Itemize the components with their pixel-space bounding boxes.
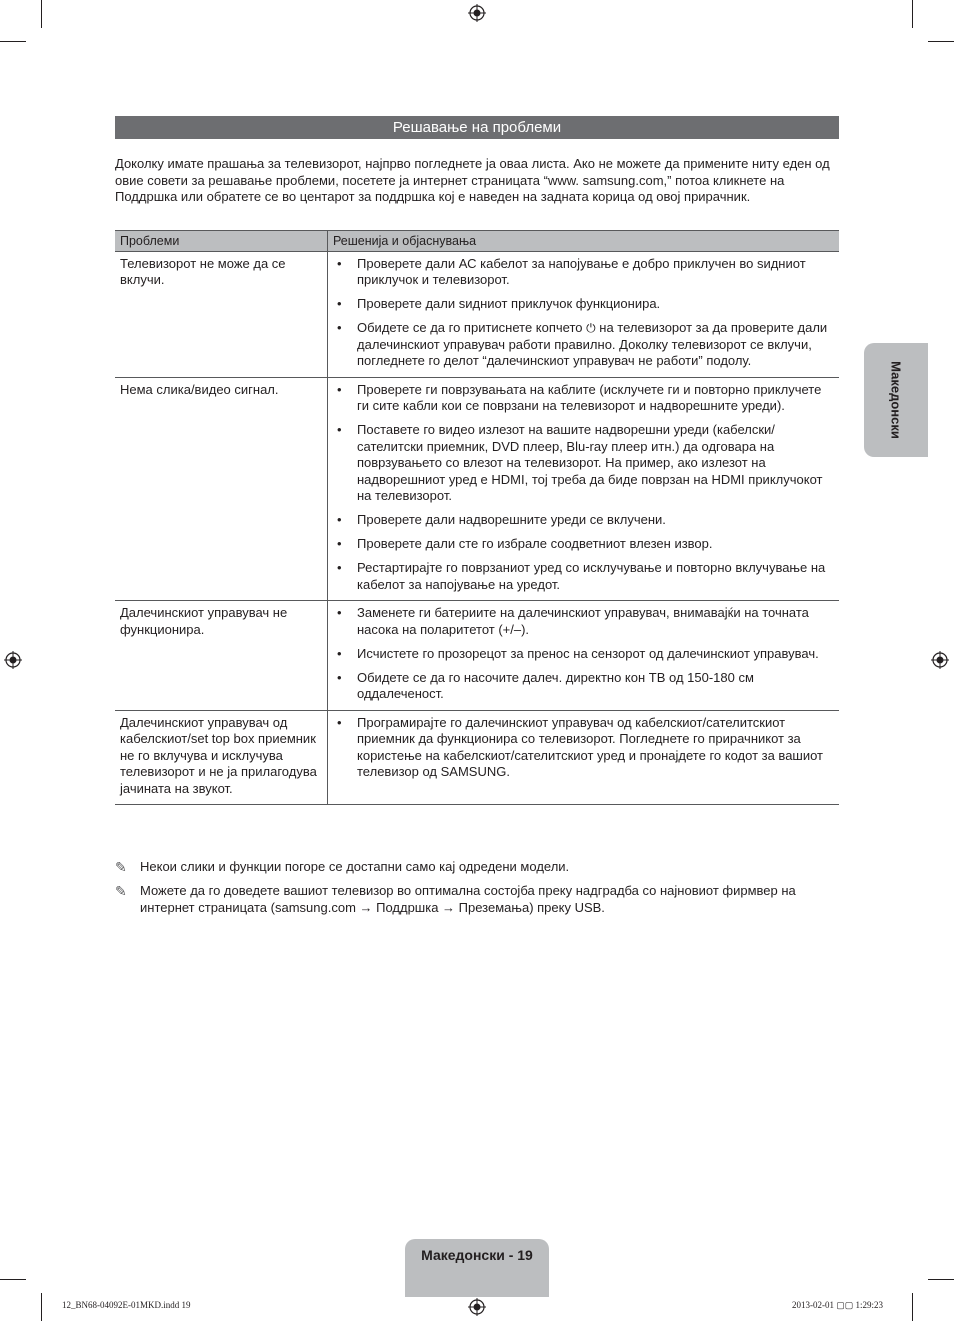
registration-mark-icon [931, 651, 949, 669]
crop-mark [0, 41, 26, 42]
table-row [115, 377, 839, 601]
registration-mark-icon [468, 4, 486, 22]
solution-item: • Проверете дали надворешните уреди се вклучени. [333, 512, 834, 529]
note-item [115, 859, 839, 876]
table-row [115, 251, 839, 377]
crop-mark [41, 0, 42, 28]
solution-item [333, 320, 834, 370]
column-header-problems: Проблеми [115, 231, 328, 252]
print-slug-right: 2013-02-01 ▢▢ 1:29:23 [792, 1300, 884, 1310]
power-icon: ⏻ [586, 321, 596, 335]
solution-item: • Обидете се да го насочите далеч. директно кон ТВ од 150-180 см оддалеченост. [333, 670, 834, 703]
page-number: Македонски - 19 [405, 1239, 549, 1297]
solution-item: • Проверете дали ѕидниот приклучок функционира. [333, 296, 834, 313]
solution-item: • Програмирајте го далечинскиот управувач од кабелскиот/сателитскиот приемник да функционира со телевизорот. Погледнете го прирачникот за користење на кабелскиот/сателитскиот уред и пронајдете го кодот за вашиот телевизор од SAMSUNG. [333, 715, 834, 781]
crop-mark [912, 0, 913, 28]
registration-mark-icon [468, 1298, 486, 1316]
crop-mark [928, 41, 954, 42]
print-slug-left: 12_BN68-04092E-01MKD.indd 19 [62, 1300, 191, 1310]
solution-item: • Проверете ги поврзувањата на каблите (исклучете ги и повторно приклучете ги сите кабли кои се поврзани на телевизорот и надворешните уреди). [333, 382, 834, 415]
solution-item: • Поставете го видео излезот на вашите надворешни уреди (кабелски/сателитски приемник, DVD плеер, Blu-ray плеер итн.) да одговара на поврзувањето со влезот на телевизорот. На пример, ако излезот на надворешниот уред е HDMI, тој треба да биде поврзан на HDMI приклучокот на телевизорот. [333, 422, 834, 505]
solutions-cell [328, 377, 840, 601]
solutions-cell [328, 601, 840, 711]
solution-item: • Проверете дали сте го избрале соодветниот влезен извор. [333, 536, 834, 553]
problem-cell: Нема слика/видео сигнал. [115, 377, 328, 601]
table-header-row [115, 231, 839, 252]
intro-paragraph: Доколку имате прашања за телевизорот, најпрво погледнете ја оваа листа. Ако не можете да примените ниту еден од овие совети за решавање проблеми, посетете ја интернет страницата “www. samsung.com,” потоа кликнете на Поддршка или обратете се во центарот за поддршка кој е наведен на задната корица од овој прирачник. [115, 156, 830, 204]
notes [115, 859, 839, 924]
pencil-note-icon: ✎ [115, 859, 127, 875]
solution-item: • Проверете дали АС кабелот за напојување е добро приклучен во ѕидниот приклучок и телевизорот. [333, 256, 834, 289]
table-row [115, 710, 839, 805]
crop-mark [912, 1293, 913, 1321]
solution-item: • Заменете ги батериите на далечинскиот управувач, внимавајќи на точната насока на поларитетот (+/–). [333, 605, 834, 638]
language-side-tab [864, 343, 928, 457]
solutions-cell [328, 251, 840, 377]
crop-mark [41, 1293, 42, 1321]
problem-cell: Далечинскиот управувач не функционира. [115, 601, 328, 711]
solution-text: Обидете се да го притиснете копчето [357, 320, 583, 335]
solution-item: • Рестартирајте го поврзаниот уред со исклучување и повторно вклучување на кабелот за напојување на уредот. [333, 560, 834, 593]
solution-item: • Исчистете го прозорецот за пренос на сензорот од далечинскиот управувач. [333, 646, 834, 663]
solutions-cell [328, 710, 840, 805]
problem-cell: Далечинскиот управувач од кабелскиот/set top box приемник не го вклучува и исклучува телевизорот и не ја прилагодува јачината на звукот. [115, 710, 328, 805]
registration-mark-icon [4, 651, 22, 669]
crop-mark [0, 1279, 26, 1280]
note-item [115, 883, 839, 916]
note-text: Можете да го доведете вашиот телевизор во оптимална состојба преку надградба со најновиот фирмвер на интернет страницата (samsung.com → Поддршка → Преземања) преку USB. [140, 883, 796, 915]
column-header-solutions: Решенија и објаснувања [328, 231, 840, 252]
note-text: Некои слики и функции погоре се достапни само кај одредени модели. [140, 859, 570, 874]
section-title: Решавање на проблеми [115, 116, 839, 139]
pencil-note-icon: ✎ [115, 883, 127, 899]
crop-mark [928, 1279, 954, 1280]
table-row [115, 601, 839, 711]
solution-text: на телевизорот за да проверите дали далечинскиот управувач работи правилно. Доколку телевизорот се вклучи, погледнете го делот “далечинскиот управувач не работи” подолу. [357, 320, 828, 368]
problem-cell: Телевизорот не може да се вклучи. [115, 251, 328, 377]
troubleshooting-table [115, 230, 839, 805]
language-tab-label: Македонски [888, 361, 904, 439]
